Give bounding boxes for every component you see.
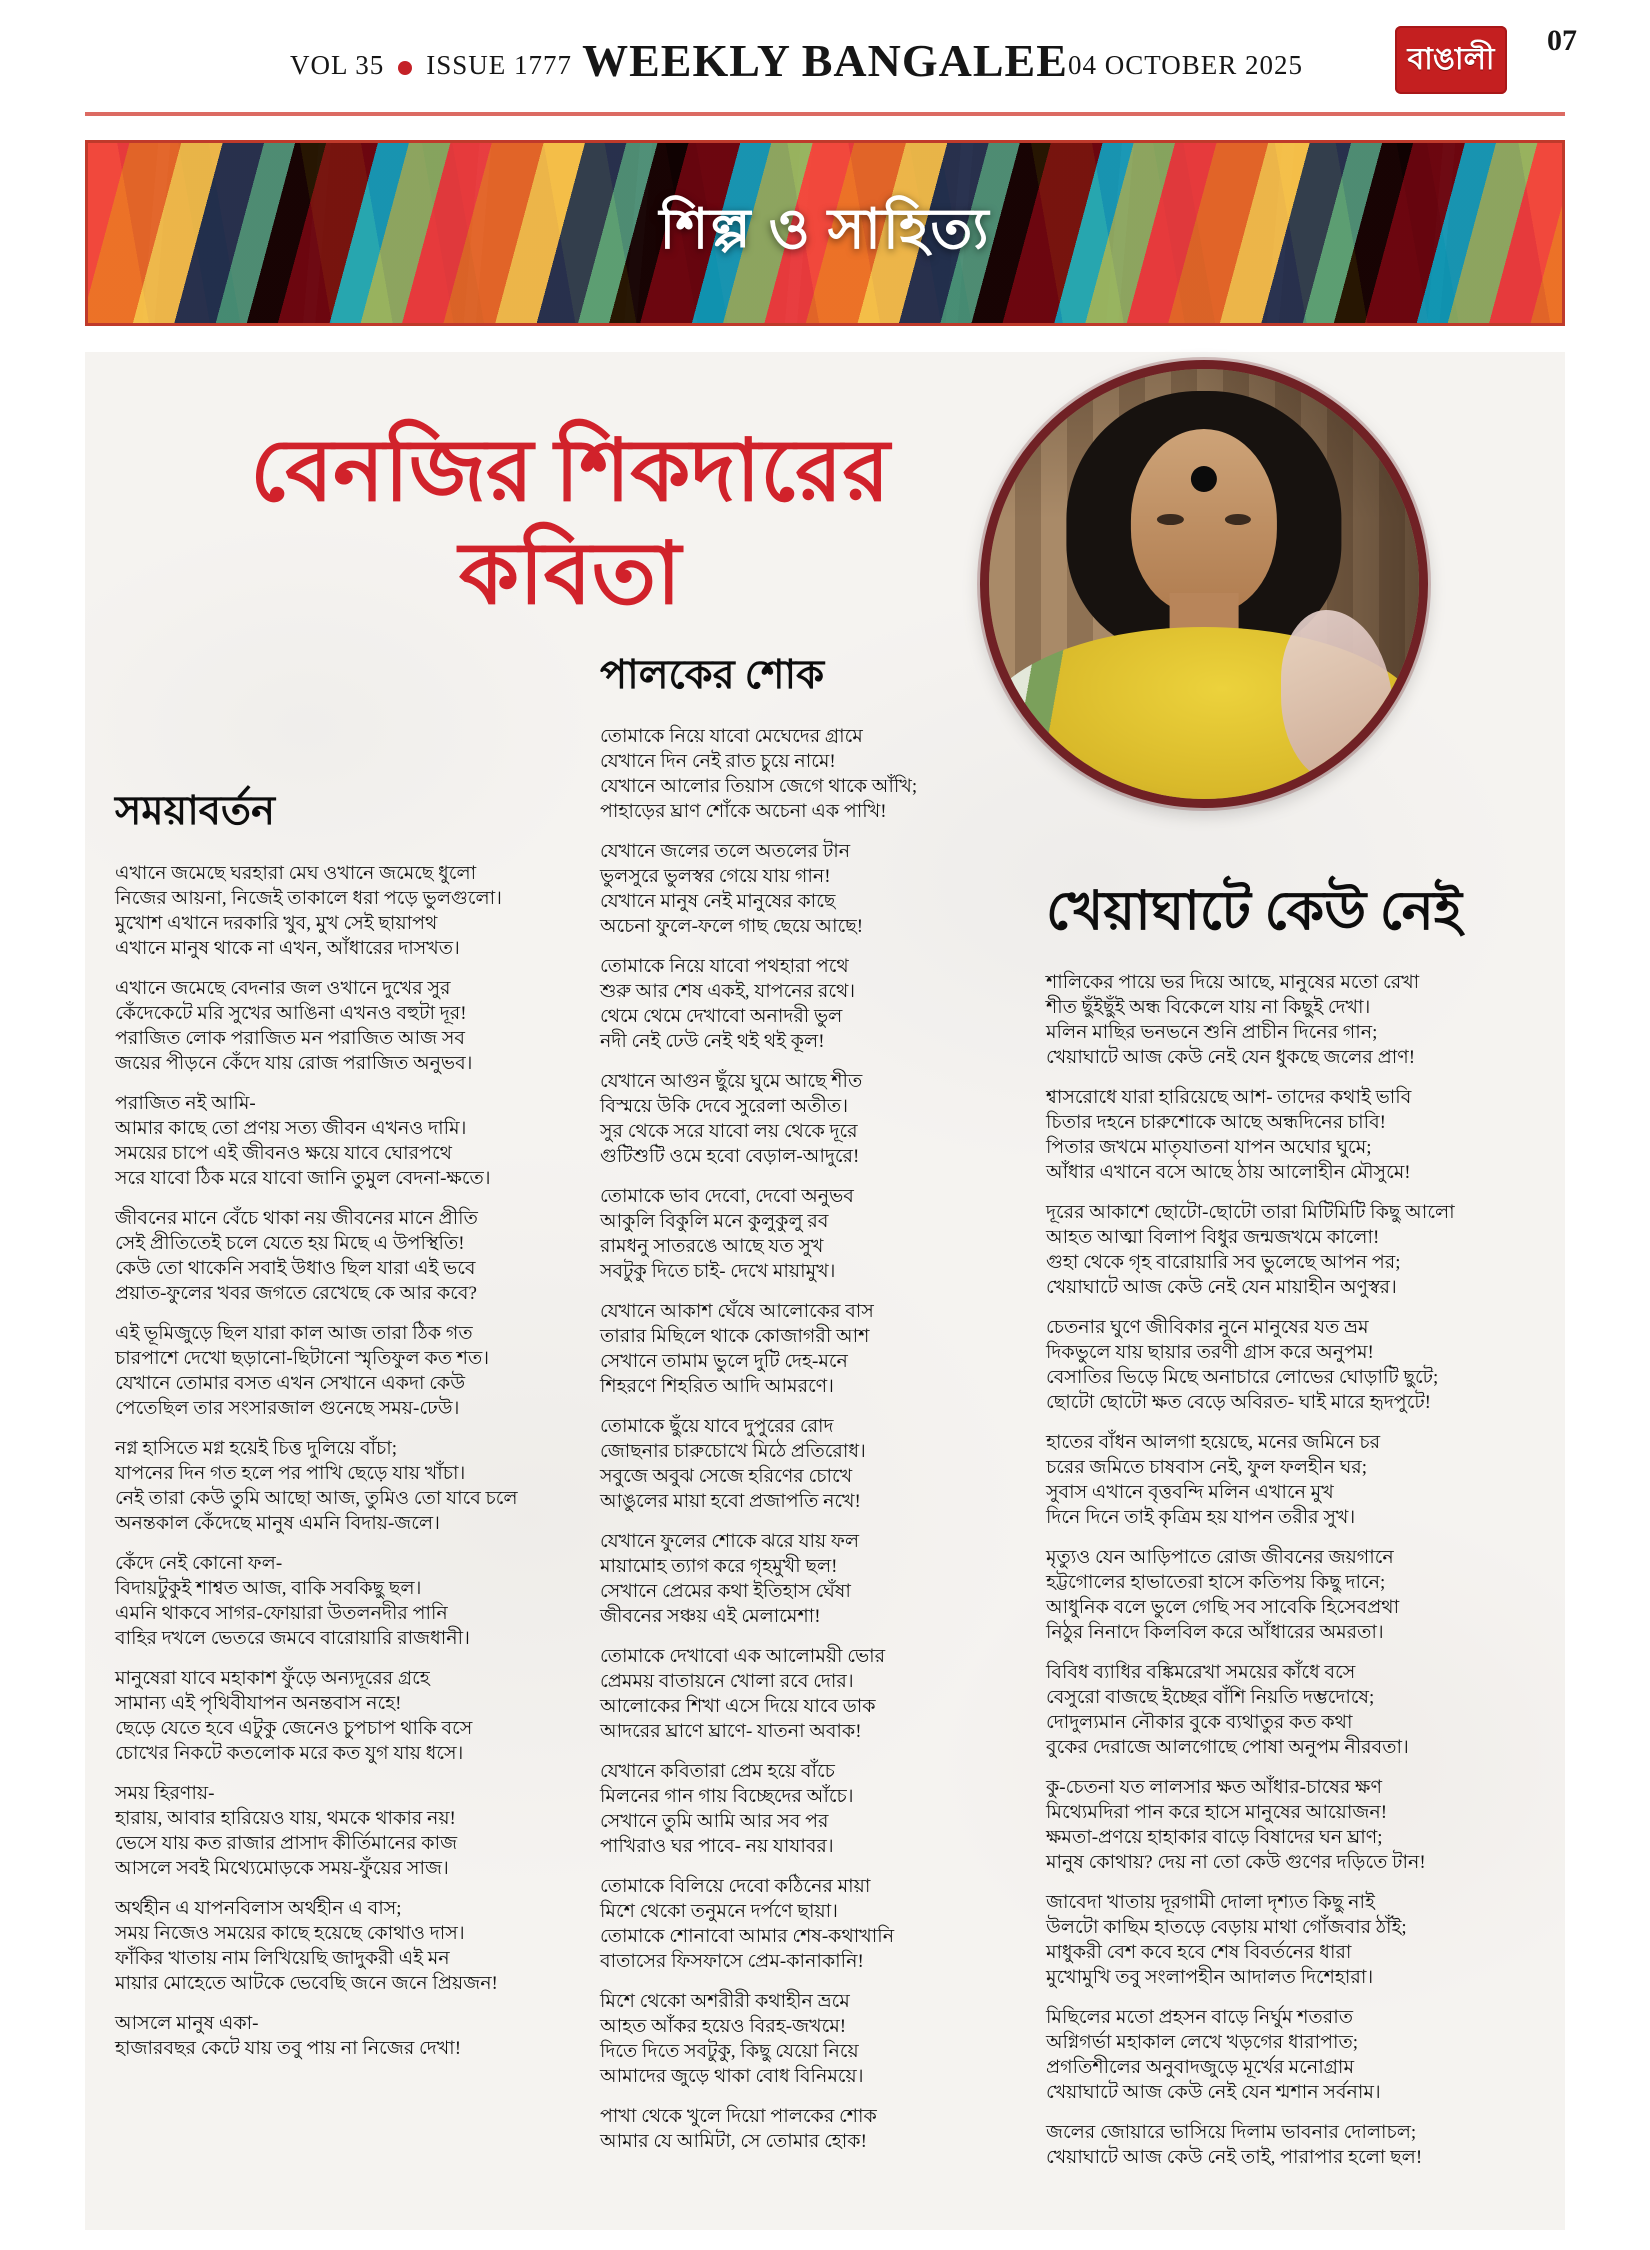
poem-line: দূরের আকাশে ছোটো-ছোটো তারা মিটিমিটি কিছু আলো [1046,1202,1455,1224]
poem-line: দোদুল্যমান নৌকার বুকে ব্যথাতুর কত কথা [1046,1712,1353,1734]
poem-line: তোমাকে দেখাবো এক আলোময়ী ভোর [600,1646,886,1667]
poem-line: মানুষ কোথায়? দেয় না তো কেউ গুণের দড়িতে টান! [1046,1852,1426,1874]
poem-line: পাখিরাও ঘর পাবে- নয় যাযাবর। [600,1836,834,1857]
poem-line: জীবনের মানে বেঁচে থাকা নয় জীবনের মানে প্রীতি [115,1208,478,1229]
poem-line: যেখানে দিন নেই রাত চুয়ে নামে! [600,751,836,772]
poem-column-1 [115,788,570,2076]
poem-line: পিতার জখমে মাতৃযাতনা যাপন অঘোর ঘুমে; [1046,1137,1372,1159]
poem-line: হাতের বাঁধন আলগা হয়েছে, মনের জমিনে চর [1046,1432,1381,1454]
poem-line: চোখের নিকটে কতলোক মরে কত যুগ যায় ধসে। [115,1743,464,1764]
issue-label: ISSUE 1777 [426,50,573,80]
poem-line: খেয়াঘাটে আজ কেউ নেই যেন শ্মশান সর্বনাম। [1046,2082,1381,2104]
poem-line: অচেনা ফুলে-ফলে গাছ ছেয়ে আছে! [600,916,864,937]
stanza [1046,970,1586,1070]
poem-line: নিজের আয়না, নিজেই তাকালে ধরা পড়ে ভুলগুলো। [115,888,502,909]
poem-line: যেখানে মানুষ নেই মানুষের কাছে [600,891,836,912]
poem-line: এই ভূমিজুড়ে ছিল যারা কাল আজ তারা ঠিক গত [115,1323,473,1344]
poem-line: আলোকের শিখা এসে দিয়ে যাবে ডাক [600,1696,876,1717]
poem-line: জয়ের পীড়নে কেঁদে যায় রোজ পরাজিত অনুভব। [115,1053,473,1074]
poem-title: খেয়াঘাটে কেউ নেই [1046,881,1462,941]
poem-line: পাহাড়ের ঘ্রাণ শোঁকে অচেনা এক পাখি! [600,801,887,822]
poem-line: খেয়াঘাটে আজ কেউ নেই যেন মায়াহীন অণুস্বর। [1046,1277,1397,1299]
poem-line: তোমাকে নিয়ে যাবো পথহারা পথে [600,956,849,977]
poem-line: ছেড়ে যেতে হবে এটুকু জেনেও চুপচাপ থাকি বসে [115,1718,473,1739]
poem-line: দিকভুলে যায় ছায়ার তরণী গ্রাস করে অনুপম! [1046,1342,1374,1364]
poem-line: সবুজে অবুঝ সেজে হরিণের চোখে [600,1466,853,1487]
poem-line: আধুনিক বলে ভুলে গেছি সব সাবেকি হিসেবপ্রথা [1046,1597,1400,1619]
stanza [600,1299,1050,1399]
photo-face [1131,429,1277,614]
poem-line: যেখানে তোমার বসত এখন সেখানে একদা কেউ [115,1373,466,1394]
poem-line: প্রয়াত-ফুলের খবর জগতে রেখেছে কে আর কবে? [115,1283,477,1304]
poem-line: আমার যে আমিটা, সে তোমার হোক! [600,2131,867,2152]
poem-line: পরাজিত লোক পরাজিত মন পরাজিত আজ সব [115,1028,465,1049]
poem-line: এমনি থাকবে সাগর-ফোয়ারা উতলনদীর পানি [115,1603,448,1624]
stanza [600,1644,1050,1744]
poem-body [1046,970,1586,2170]
poem-line: সময় নিজেও সময়ের কাছে হয়েছে কোথাও দাস। [115,1923,465,1944]
poem-line: এখানে জমেছে ঘরহারা মেঘ ওখানে জমেছে ধুলো [115,863,477,884]
stanza [600,954,1050,1054]
poem-line: তারার মিছিলে থাকে কোজাগরী আশ [600,1326,870,1347]
stanza [1046,1200,1586,1300]
poem-line: মায়ার মোহেতে আটকে ভেবেছি জনে জনে প্রিয়জন! [115,1973,498,1994]
poem-line: কু-চেতনা যত লালসার ক্ষত আঁধার-চাষের ক্ষণ [1046,1777,1382,1799]
poem-line: মিথ্যেমদিরা পান করে হাসে মানুষের আয়োজন! [1046,1802,1388,1824]
poem-line: আঁধার এখানে বসে আছে ঠায় আলোহীন মৌসুমে! [1046,1162,1411,1184]
poem-line: কেঁদেকেটে মরি সুখের আঙিনা এখনও বহুটা দূর! [115,1003,467,1024]
poem-body [600,724,1050,2154]
poem-line: আদরের ঘ্রাণে ঘ্রাণে- যাতনা অবাক! [600,1721,862,1742]
poem-line: মুখোশ এখানে দরকারি খুব, মুখ সেই ছায়াপথ [115,913,438,934]
stanza [600,1414,1050,1514]
newspaper-logo [1395,26,1507,94]
poem-line: বাহির দখলে ভেতরে জমবে বারোয়ারি রাজধানী। [115,1628,470,1649]
poem-line: আকুলি বিকুলি মনে কুলুকুলু রব [600,1211,829,1232]
poem-line: অনন্তকাল কেঁদেছে মানুষ এমনি বিদায়-জলে। [115,1513,440,1534]
poem-line: থেমে থেমে দেখাবো অনাদরী ভুল [600,1006,843,1027]
poem-line: সুর থেকে সরে যাবো লয় থেকে দূরে [600,1121,858,1142]
stanza [115,1781,570,1881]
poem-line: মায়ামোহ ত্যাগ করে গৃহমুখী ছল! [600,1556,838,1577]
poem-title: সময়াবর্তন [115,788,275,833]
poem-line: উলটো কাছিম হাতড়ে বেড়ায় মাথা গোঁজবার ঠাঁই; [1046,1917,1407,1939]
poem-line: শালিকের পায়ে ভর দিয়ে আছে, মানুষের মতো রেখা [1046,972,1420,994]
poem-line: মৃত্যুও যেন আড়িপাতে রোজ জীবনের জয়গানে [1046,1547,1394,1569]
poem-line: মিশে থেকো তনুমনে দর্পণে ছায়া। [600,1901,838,1922]
stanza [1046,1545,1586,1645]
poem-line: ভেসে যায় কত রাজার প্রাসাদ কীর্তিমানের কাজ [115,1833,458,1854]
stanza [115,1206,570,1306]
poem-line: কেউ তো থাকেনি সবাই উধাও ছিল যারা এই ভবে [115,1258,476,1279]
poem-column-3 [1046,880,1586,2185]
poem-line: হারায়, আবার হারিয়েও যায়, থমকে থাকার নয়! [115,1808,456,1829]
poem-line: চরের জমিতে চাষবাস নেই, ফুল ফলহীন ঘর; [1046,1457,1368,1479]
poem-line: জাবেদা খাতায় দূরগামী দোলা দৃশ্যত কিছু নাই [1046,1892,1375,1914]
poem-line: নগ্ন হাসিতে মগ্ন হয়েই চিত্ত দুলিয়ে বাঁচা; [115,1438,398,1459]
poem-line: খেয়াঘাটে আজ কেউ নেই তাই, পারাপার হলো ছল! [1046,2147,1423,2169]
photo-right-eye [1224,514,1250,525]
stanza [600,1184,1050,1284]
poem-line: যেখানে আলোর তিয়াস জেগে থাকে আঁখি; [600,776,918,797]
poem-column-2 [600,652,1050,2169]
stanza [1046,1430,1586,1530]
poem-line: পরাজিত নই আমি- [115,1093,256,1114]
stanza [600,1069,1050,1169]
poem-line: আসলে মানুষ একা- [115,2013,259,2034]
stanza [600,1759,1050,1859]
poem-line: আমাদের জুড়ে থাকা বোধ বিনিময়ে। [600,2066,864,2087]
poem-line: সেই প্রীতিতেই চলে যেতে হয় মিছে এ উপস্থিতি! [115,1233,465,1254]
poem-line: যেখানে ফুলের শোকে ঝরে যায় ফল [600,1531,860,1552]
poem-line: কেঁদে নেই কোনো ফল- [115,1553,283,1574]
poem-line: রামধনু সাতরঙে আছে যত সুখ [600,1236,824,1257]
stanza [1046,1775,1586,1875]
poem-line: যেখানে আগুন ছুঁয়ে ঘুমে আছে শীত [600,1071,863,1092]
stanza [115,861,570,961]
poem-line: চারপাশে দেখো ছড়ানো-ছিটানো স্মৃতিফুল কত শত। [115,1348,490,1369]
volume-label: VOL 35 [290,50,385,80]
poem-line: আসলে সবই মিথ্যেমোড়কে সময়-ফুঁয়ের সাজ। [115,1858,449,1879]
poem-line: তোমাকে শোনাবো আমার শেষ-কথাখানি [600,1926,895,1947]
stanza [1046,1660,1586,1760]
poem-line: যাপনের দিন গত হলে পর পাখি ছেড়ে যায় খাঁচা। [115,1463,466,1484]
stanza [600,724,1050,824]
stanza [115,1551,570,1651]
poem-line: তোমাকে ছুঁয়ে যাবে দুপুরের রোদ [600,1416,834,1437]
poem-line: গুটিশুটি ওমে হবো বেড়াল-আদুরে! [600,1146,860,1167]
page-number: 07 [1547,24,1577,57]
poem-body [115,861,570,2061]
poem-line: সময়ের চাপে এই জীবনও ক্ষয়ে যাবে ঘোরপথে [115,1143,452,1164]
stanza [1046,1085,1586,1185]
poem-line: চিতার দহনে চারুশোকে আছে অন্ধদিনের চাবি! [1046,1112,1387,1134]
poem-line: প্রগতিশীলের অনুবাদজুড়ে মূর্খের মনোগ্রাম [1046,2057,1354,2079]
poem-line: সরে যাবো ঠিক মরে যাবো জানি তুমুল বেদনা-ক্ষতে। [115,1168,491,1189]
poem-line: তোমাকে নিয়ে যাবো মেঘেদের গ্রামে [600,726,863,747]
poem-line: সামান্য এই পৃথিবীযাপন অনন্তবাস নহে! [115,1693,402,1714]
poem-line: বিবিধ ব্যাধির বঙ্কিমরেখা সময়ের কাঁধে বসে [1046,1662,1356,1684]
poem-line: আহত আঁকর হয়েও বিরহ-জখমে! [600,2016,847,2037]
poem-line: আঙুলের মায়া হবো প্রজাপতি নখে! [600,1491,861,1512]
stanza [115,976,570,1076]
stanza [115,1091,570,1191]
poem-line: এখানে জমেছে বেদনার জল ওখানে দুখের সুর [115,978,451,999]
poem-line: বুকের দেরাজে আলগোছে পোষা অনুপম নীরবতা। [1046,1737,1409,1759]
poem-line: আমার কাছে তো প্রণয় সত্য জীবন এখনও দামি। [115,1118,467,1139]
poem-line: মিশে থেকো অশরীরী কথাহীন ভ্রমে [600,1991,850,2012]
stanza [115,1896,570,1996]
poem-line: মিছিলের মতো প্রহসন বাড়ে নির্ঘুম শতরাত [1046,2007,1353,2029]
poem-line: নদী নেই ঢেউ নেই থই থই কূল! [600,1031,825,1052]
poem-line: মুখোমুখি তবু সংলাপহীন আদালত দিশেহারা। [1046,1967,1374,1989]
poem-line: ক্ষমতা-প্রণয়ে হাহাকার বাড়ে বিষাদের ঘন ঘ্রাণ; [1046,1827,1383,1849]
stanza [1046,1315,1586,1415]
poem-line: দিনে দিনে তাই কৃত্রিম হয় যাপন তরীর সুখ। [1046,1507,1356,1529]
poem-line: আহত আত্মা বিলাপ বিধুর জন্মজখমে কালো! [1046,1227,1380,1249]
poem-line: মলিন মাছির ভনভনে শুনি প্রাচীন দিনের গান; [1046,1022,1378,1044]
stanza [600,1989,1050,2089]
newspaper-name: WEEKLY BANGALEE [582,35,1068,86]
issue-date: 04 OCTOBER 2025 [1067,50,1303,80]
poem-line: তোমাকে বিলিয়ে দেবো কঠিনের মায়া [600,1876,871,1897]
poem-line: দিতে দিতে সবটুকু, কিছু যেয়ো নিয়ে [600,2041,859,2062]
stanza [1046,2005,1586,2105]
poem-line: যেখানে কবিতারা প্রেম হয়ে বাঁচে [600,1761,835,1782]
poem-line: যেখানে জলের তলে অতলের টান [600,841,851,862]
poem-line: মিলনের গান গায় বিচ্ছেদের আঁচে। [600,1786,854,1807]
poem-line: তোমাকে ভাব দেবো, দেবো অনুভব [600,1186,854,1207]
poem-line: শুরু আর শেষ একই, যাপনের রথে। [600,981,856,1002]
poem-line: মানুষেরা যাবে মহাকাশ ফুঁড়ে অন্যদূরের গ্রহে [115,1668,430,1689]
stanza [600,2104,1050,2154]
poem-line: বিদায়টুকুই শাশ্বত আজ, বাকি সবকিছু ছল। [115,1578,422,1599]
poem-line: বিস্ময়ে উকি দেবে সুরেলা অতীত। [600,1096,848,1117]
stanza [1046,2120,1586,2170]
poem-line: শীত ছুঁইছুঁই অন্ধ বিকেলে যায় না কিছুই দেখা। [1046,997,1371,1019]
poem-line: শ্বাসরোধে যারা হারিয়েছে আশ- তাদের কথাই ভাবি [1046,1087,1412,1109]
poem-line: অগ্নিগর্ভা মহাকাল লেখে খড়গের ধারাপাত; [1046,2032,1359,2054]
poem-line: বেসুরো বাজছে ইচ্ছের বাঁশি নিয়তি দম্ভদোষে; [1046,1687,1375,1709]
stanza [115,1436,570,1536]
poem-line: সেখানে প্রেমের কথা ইতিহাস ঘেঁষা [600,1581,851,1602]
poem-line: চেতনার ঘুণে জীবিকার নুনে মানুষের যত ভ্রম [1046,1317,1369,1339]
poem-line: সবটুকু দিতে চাই- দেখে মায়ামুখ। [600,1261,836,1282]
poem-line: ফাঁকির খাতায় নাম লিখিয়েছি জাদুকরী এই মন [115,1948,450,1969]
header-divider [85,112,1565,116]
poem-line: এখানে মানুষ থাকে না এখন, আঁধারের দাসখত। [115,938,460,959]
stanza [115,1666,570,1766]
poem-line: সুবাস এখানে বৃত্তবন্দি মলিন এখানে মুখ [1046,1482,1334,1504]
poem-title: পালকের শোক [600,652,825,697]
stanza [115,2011,570,2061]
poem-line: প্রেমময় বাতায়নে খোলা রবে দোর। [600,1671,854,1692]
poem-line: নিঠুর নিনাদে কিলবিল করে আঁধারের অমরতা। [1046,1622,1384,1644]
poem-line: অর্থহীন এ যাপনবিলাস অর্থহীন এ বাস; [115,1898,402,1919]
poem-line: জোছনার চারুচোখে মিঠে প্রতিরোধ। [600,1441,866,1462]
poem-line: সেখানে তুমি আমি আর সব পর [600,1811,829,1832]
poem-line: পাখা থেকে খুলে দিয়ো পালকের শোক [600,2106,877,2127]
poem-line: যেখানে আকাশ ঘেঁষে আলোকের বাস [600,1301,874,1322]
poem-line: হাজারবছর কেটে যায় তবু পায় না নিজের দেখা! [115,2038,462,2059]
stanza [115,1321,570,1421]
poem-line: বেসাতির ভিড়ে মিছে অনাচারে লোভের ঘোড়াটি ছুটে; [1046,1367,1439,1389]
poem-line: জীবনের সঞ্চয় এই মেলামেশা! [600,1606,821,1627]
poem-line: হট্টগোলের হাভাতেরা হাসে কতিপয় কিছু দানে; [1046,1572,1386,1594]
stanza [600,839,1050,939]
stanza [600,1529,1050,1629]
poem-line: জলের জোয়ারে ভাসিয়ে দিলাম ভাবনার দোলাচল; [1046,2122,1417,2144]
photo-left-eye [1157,514,1183,525]
newspaper-logo-text: বাঙালী [1407,42,1495,76]
masthead [85,24,1577,106]
poem-line: সময় হিরণায়- [115,1783,215,1804]
poem-line: খেয়াঘাটে আজ কেউ নেই যেন ধুকছে জলের প্রাণ! [1046,1047,1416,1069]
poem-line: সেখানে তামাম ভুলে দুটি দেহ-মনে [600,1351,848,1372]
photo-bindi [1191,466,1217,492]
section-title: শিল্প ও সাহিত্য [659,199,991,261]
poem-line: শিহরণে শিহরিত আদি আমরণে। [600,1376,834,1397]
section-banner [85,140,1565,326]
feature-title: বেনজির শিকদারের কবিতা [250,423,890,623]
poem-line: নেই তারা কেউ তুমি আছো আজ, তুমিও তো যাবে চলে [115,1488,518,1509]
poem-line: মাধুকরী বেশ কবে হবে শেষ বিবর্তনের ধারা [1046,1942,1352,1964]
stanza [600,1874,1050,1974]
stanza [1046,1890,1586,1990]
poem-line: বাতাসের ফিসফাসে প্রেম-কানাকানি! [600,1951,864,1972]
poem-line: গুহা থেকে গৃহ বারোয়ারি সব ভুলেছে আপন পর; [1046,1252,1401,1274]
poem-line: পেতেছিল তার সংসারজাল গুনেছে সময়-ঢেউ। [115,1398,460,1419]
poem-line: ভুলসুরে ভুলস্বর গেয়ে যায় গান! [600,866,831,887]
poem-line: ছোটো ছোটো ক্ষত বেড়ে অবিরত- ঘাই মারে হৃদপুটে! [1046,1392,1432,1414]
